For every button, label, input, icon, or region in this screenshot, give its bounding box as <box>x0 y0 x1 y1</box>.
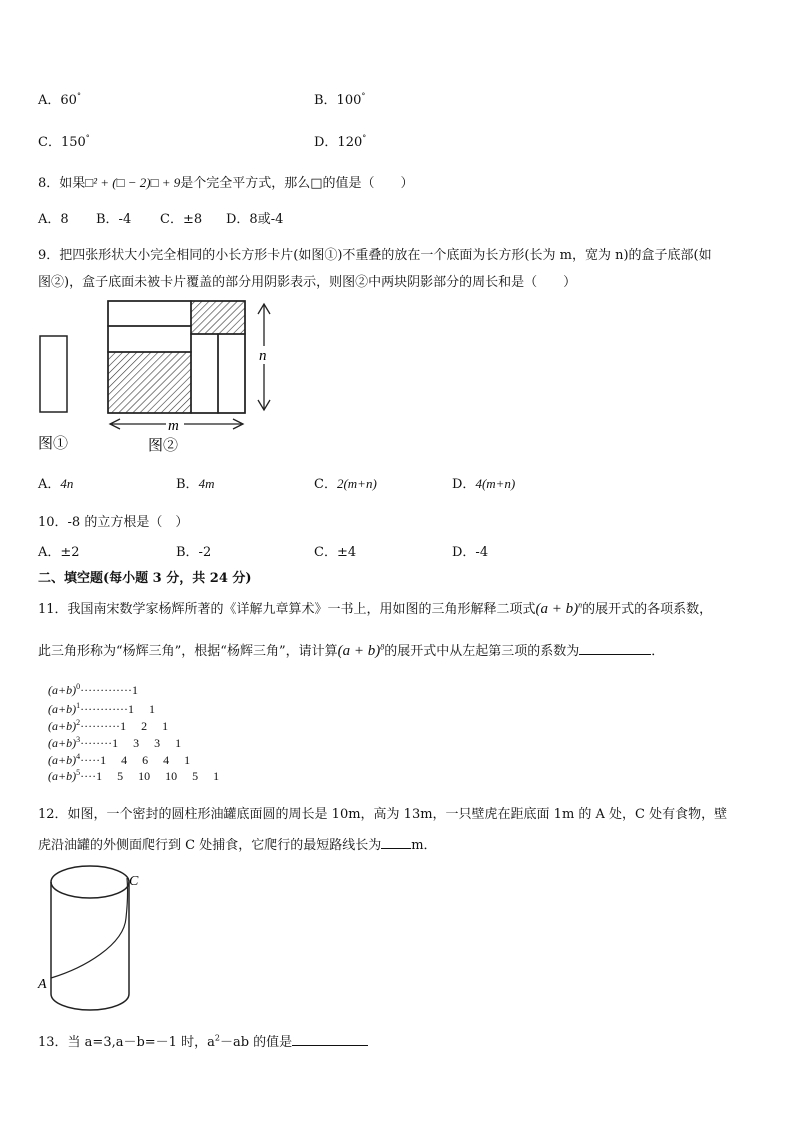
q11-stem-line2: 此三角形称为“杨辉三角”，根据“杨辉三角”，请计算$(a + b)^8$的展开式中从左起第三项的系数为 ． <box>38 642 665 659</box>
q9-option-a: A．4n <box>38 476 74 492</box>
fig2-shade-bottom-left <box>108 352 191 413</box>
q7-option-a: A．60° <box>38 91 81 108</box>
q12-answer-blank[interactable] <box>381 836 411 849</box>
fig1-caption: 图① <box>38 436 69 452</box>
q10-option-c: C．±4 <box>314 545 357 560</box>
q7-option-d: D．120° <box>314 133 367 150</box>
triangle-row: $(a+b)^5\cdot\cdot\cdot\cdot 1$ 5 10 10 5 1 <box>48 768 220 783</box>
q7-option-b: B．100° <box>314 91 366 108</box>
label-m: m <box>168 418 179 434</box>
label-n: n <box>259 348 267 364</box>
q8-option-d: D．8或-4 <box>226 212 284 227</box>
q8-stem: 8．如果□² + (□ − 2)□ + 9是个完全平方式，那么□的值是（ ） <box>38 175 414 191</box>
triangle-row: $(a+b)^1\cdot\cdot\cdot\cdot\cdot\cdot\cdot\cdot\cdot\cdot\cdot\cdot 1$ 1 <box>48 701 156 716</box>
q12-cylinder-figure <box>34 860 154 1020</box>
triangle-row: $(a+b)^4\cdot\cdot\cdot\cdot\cdot 1$ 4 6 4 1 <box>48 752 191 767</box>
fig2-card-v2 <box>218 334 245 413</box>
q13-answer-blank[interactable] <box>292 1033 368 1046</box>
fig2-card-h2 <box>108 326 191 352</box>
q10-option-d: D．-4 <box>452 545 489 560</box>
q10-option-b: B．-2 <box>176 545 212 560</box>
fig2-shade-top-right <box>191 301 245 334</box>
triangle-row: $(a+b)^3\cdot\cdot\cdot\cdot\cdot\cdot\cdot\cdot 1$ 3 3 1 <box>48 735 182 750</box>
q8-option-a: A．8 <box>38 212 69 227</box>
q9-option-d: D．4(m+n) <box>452 476 516 492</box>
q10-option-a: A．±2 <box>38 545 80 560</box>
label-c: C <box>129 874 139 889</box>
q11-stem-line1: 11．我国南宋数学家杨辉所著的《详解九章算术》一书上，用如图的三角形解释二项式$(a + b)^n$的展开式的各项系数， <box>38 600 713 617</box>
q10-stem: 10．-8 的立方根是（ ） <box>38 515 189 530</box>
fig2-card-v1 <box>191 334 218 413</box>
q13-stem: 13．当 a=3,a－b=－1 时，$a^2-ab$ 的值是 <box>38 1031 368 1050</box>
fig2-card-h1 <box>108 301 191 326</box>
q12-stem-line2: 虎沿油罐的外侧面爬行到 C 处捕食，它爬行的最短路线长为 m． <box>38 838 437 853</box>
q9-stem-line2: 图②)，盒子底面未被卡片覆盖的部分用阴影表示，则图②中两块阴影部分的周长和是（ ） <box>38 275 577 290</box>
q8-option-c: C．±8 <box>160 212 203 227</box>
q11-answer-blank[interactable] <box>579 642 651 655</box>
q12-stem-line1: 12．如图，一个密封的圆柱形油罐底面圆的周长是 10m，高为 13m，一只壁虎在距底面 1m 的 A 处，C 处有食物，壁 <box>38 807 728 822</box>
label-a: A <box>38 977 47 992</box>
q9-stem-line1: 9．把四张形状大小完全相同的小长方形卡片(如图①)不重叠的放在一个底面为长方形(长为 m，宽为 n)的盒子底部(如 <box>38 248 712 263</box>
fig2-caption: 图② <box>148 438 179 454</box>
q9-option-b: B．4m <box>176 476 215 492</box>
q8-option-b: B．-4 <box>96 212 132 227</box>
q7-option-c: C．150° <box>38 133 90 150</box>
q9-figure <box>30 296 290 458</box>
fig1-card <box>40 336 67 412</box>
triangle-row: $(a+b)^0\cdot\cdot\cdot\cdot\cdot\cdot\cdot\cdot\cdot\cdot\cdot\cdot\cdot 1$ <box>48 682 139 697</box>
triangle-row: $(a+b)^2\cdot\cdot\cdot\cdot\cdot\cdot\cdot\cdot\cdot\cdot 1$ 2 1 <box>48 718 169 733</box>
section-heading: 二、填空题(每小题 3 分，共 24 分) <box>38 571 252 586</box>
q9-option-c: C．2(m+n) <box>314 476 377 492</box>
